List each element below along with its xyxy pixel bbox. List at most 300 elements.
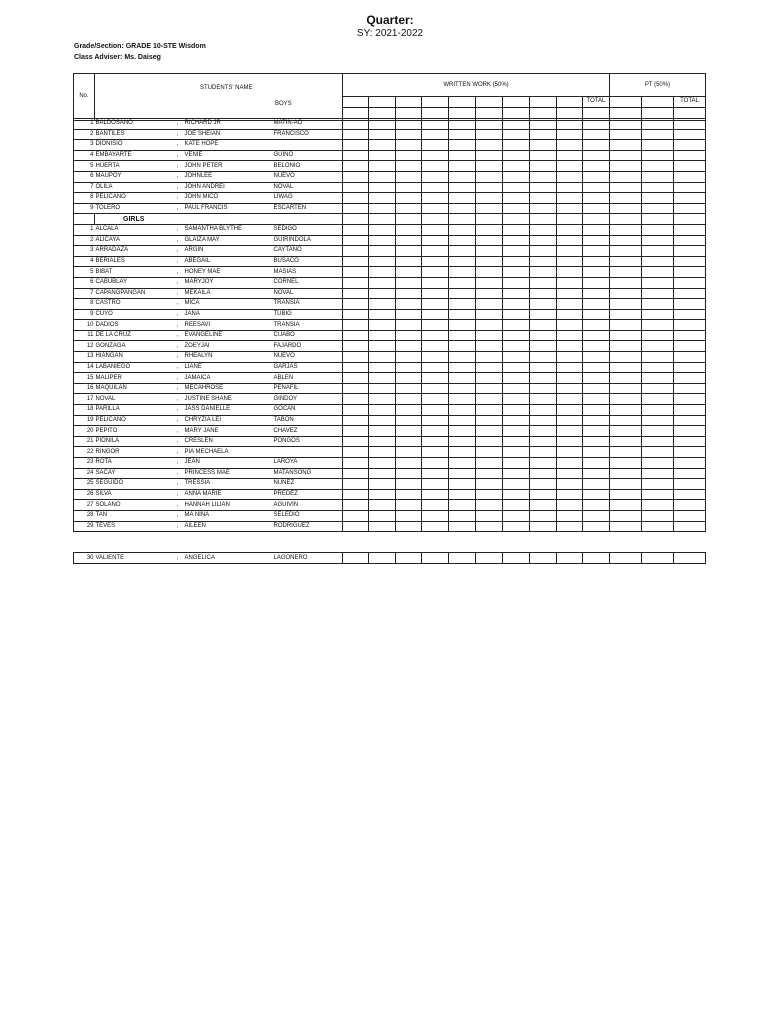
score-cell[interactable] (449, 171, 476, 182)
score-cell[interactable] (610, 436, 642, 447)
score-cell[interactable] (396, 362, 422, 373)
score-cell[interactable] (369, 182, 396, 193)
score-cell[interactable] (422, 267, 449, 278)
score-cell[interactable] (557, 246, 583, 257)
score-cell[interactable] (674, 458, 706, 469)
score-cell[interactable] (369, 553, 396, 564)
score-cell[interactable] (476, 383, 503, 394)
score-cell[interactable] (476, 267, 503, 278)
score-cell[interactable] (422, 288, 449, 299)
score-cell[interactable] (396, 246, 422, 257)
score-cell[interactable] (343, 309, 369, 320)
score-cell[interactable] (583, 161, 610, 172)
score-cell[interactable] (449, 193, 476, 204)
score-cell[interactable] (396, 436, 422, 447)
score-cell[interactable] (422, 405, 449, 416)
score-cell[interactable] (449, 553, 476, 564)
score-cell[interactable] (449, 436, 476, 447)
score-cell[interactable] (476, 309, 503, 320)
score-cell[interactable] (642, 320, 674, 331)
score-cell[interactable] (557, 426, 583, 437)
score-cell[interactable] (503, 288, 530, 299)
score-cell[interactable] (396, 288, 422, 299)
score-cell[interactable] (369, 479, 396, 490)
score-cell[interactable] (530, 140, 557, 151)
score-cell[interactable] (530, 182, 557, 193)
score-cell[interactable] (396, 267, 422, 278)
score-cell[interactable] (674, 256, 706, 267)
score-cell[interactable] (530, 426, 557, 437)
score-cell[interactable] (674, 521, 706, 532)
score-cell[interactable] (610, 405, 642, 416)
score-cell[interactable] (674, 436, 706, 447)
score-cell[interactable] (343, 267, 369, 278)
score-cell[interactable] (674, 415, 706, 426)
score-cell[interactable] (369, 436, 396, 447)
score-cell[interactable] (530, 458, 557, 469)
score-cell[interactable] (583, 182, 610, 193)
score-cell[interactable] (449, 341, 476, 352)
score-cell[interactable] (557, 383, 583, 394)
score-cell[interactable] (610, 352, 642, 363)
score-cell[interactable] (530, 352, 557, 363)
score-cell[interactable] (422, 277, 449, 288)
score-cell[interactable] (642, 341, 674, 352)
score-cell[interactable] (674, 468, 706, 479)
score-cell[interactable] (449, 129, 476, 140)
score-cell[interactable] (396, 479, 422, 490)
score-cell[interactable] (449, 405, 476, 416)
score-cell[interactable] (396, 150, 422, 161)
score-cell[interactable] (583, 140, 610, 151)
score-cell[interactable] (343, 479, 369, 490)
score-cell[interactable] (422, 224, 449, 235)
score-cell[interactable] (396, 447, 422, 458)
score-cell[interactable] (503, 309, 530, 320)
score-cell[interactable] (674, 405, 706, 416)
score-cell[interactable] (369, 129, 396, 140)
score-cell[interactable] (343, 436, 369, 447)
score-cell[interactable] (503, 510, 530, 521)
score-cell[interactable] (369, 150, 396, 161)
score-cell[interactable] (449, 299, 476, 310)
score-cell[interactable] (396, 140, 422, 151)
score-cell[interactable] (476, 553, 503, 564)
score-cell[interactable] (642, 458, 674, 469)
score-cell[interactable] (422, 373, 449, 384)
score-cell[interactable] (610, 182, 642, 193)
score-cell[interactable] (503, 235, 530, 246)
score-cell[interactable] (642, 224, 674, 235)
score-cell[interactable] (449, 119, 476, 130)
score-cell[interactable] (674, 171, 706, 182)
score-cell[interactable] (369, 489, 396, 500)
score-cell[interactable] (449, 468, 476, 479)
score-cell[interactable] (396, 352, 422, 363)
score-cell[interactable] (449, 500, 476, 511)
score-cell[interactable] (530, 129, 557, 140)
score-cell[interactable] (422, 383, 449, 394)
score-cell[interactable] (369, 458, 396, 469)
score-cell[interactable] (476, 479, 503, 490)
score-cell[interactable] (674, 426, 706, 437)
score-cell[interactable] (583, 288, 610, 299)
score-cell[interactable] (503, 129, 530, 140)
score-cell[interactable] (557, 352, 583, 363)
score-cell[interactable] (476, 352, 503, 363)
score-cell[interactable] (610, 447, 642, 458)
score-cell[interactable] (369, 309, 396, 320)
score-cell[interactable] (557, 161, 583, 172)
score-cell[interactable] (422, 394, 449, 405)
score-cell[interactable] (642, 129, 674, 140)
score-cell[interactable] (369, 235, 396, 246)
score-cell[interactable] (642, 362, 674, 373)
score-cell[interactable] (343, 203, 369, 214)
score-cell[interactable] (642, 277, 674, 288)
score-cell[interactable] (343, 224, 369, 235)
score-cell[interactable] (422, 500, 449, 511)
score-cell[interactable] (674, 510, 706, 521)
score-cell[interactable] (530, 203, 557, 214)
score-cell[interactable] (422, 489, 449, 500)
score-cell[interactable] (610, 500, 642, 511)
score-cell[interactable] (343, 256, 369, 267)
score-cell[interactable] (557, 203, 583, 214)
score-cell[interactable] (530, 405, 557, 416)
score-cell[interactable] (610, 246, 642, 257)
score-cell[interactable] (503, 330, 530, 341)
score-cell[interactable] (449, 256, 476, 267)
score-cell[interactable] (422, 415, 449, 426)
score-cell[interactable] (674, 235, 706, 246)
score-cell[interactable] (674, 288, 706, 299)
score-cell[interactable] (503, 447, 530, 458)
score-cell[interactable] (674, 193, 706, 204)
score-cell[interactable] (343, 193, 369, 204)
score-cell[interactable] (557, 224, 583, 235)
score-cell[interactable] (343, 150, 369, 161)
score-cell[interactable] (422, 161, 449, 172)
score-cell[interactable] (583, 553, 610, 564)
score-cell[interactable] (369, 341, 396, 352)
score-cell[interactable] (503, 119, 530, 130)
score-cell[interactable] (583, 479, 610, 490)
score-cell[interactable] (674, 161, 706, 172)
score-cell[interactable] (396, 426, 422, 437)
score-cell[interactable] (610, 479, 642, 490)
score-cell[interactable] (642, 267, 674, 278)
score-cell[interactable] (343, 553, 369, 564)
score-cell[interactable] (476, 510, 503, 521)
score-cell[interactable] (530, 383, 557, 394)
score-cell[interactable] (610, 203, 642, 214)
score-cell[interactable] (610, 119, 642, 130)
score-cell[interactable] (449, 330, 476, 341)
score-cell[interactable] (476, 235, 503, 246)
score-cell[interactable] (369, 510, 396, 521)
score-cell[interactable] (557, 521, 583, 532)
score-cell[interactable] (369, 383, 396, 394)
score-cell[interactable] (476, 299, 503, 310)
score-cell[interactable] (642, 521, 674, 532)
score-cell[interactable] (396, 256, 422, 267)
score-cell[interactable] (610, 553, 642, 564)
score-cell[interactable] (449, 479, 476, 490)
score-cell[interactable] (642, 405, 674, 416)
score-cell[interactable] (476, 458, 503, 469)
score-cell[interactable] (557, 277, 583, 288)
score-cell[interactable] (642, 182, 674, 193)
score-cell[interactable] (396, 500, 422, 511)
score-cell[interactable] (503, 224, 530, 235)
score-cell[interactable] (583, 426, 610, 437)
score-cell[interactable] (476, 394, 503, 405)
score-cell[interactable] (530, 193, 557, 204)
score-cell[interactable] (369, 140, 396, 151)
score-cell[interactable] (530, 521, 557, 532)
score-cell[interactable] (422, 447, 449, 458)
score-cell[interactable] (422, 246, 449, 257)
score-cell[interactable] (530, 394, 557, 405)
score-cell[interactable] (396, 299, 422, 310)
score-cell[interactable] (422, 203, 449, 214)
score-cell[interactable] (476, 224, 503, 235)
score-cell[interactable] (449, 267, 476, 278)
score-cell[interactable] (583, 267, 610, 278)
score-cell[interactable] (557, 436, 583, 447)
score-cell[interactable] (583, 246, 610, 257)
score-cell[interactable] (449, 383, 476, 394)
score-cell[interactable] (530, 171, 557, 182)
score-cell[interactable] (396, 394, 422, 405)
score-cell[interactable] (422, 193, 449, 204)
score-cell[interactable] (583, 383, 610, 394)
score-cell[interactable] (422, 341, 449, 352)
score-cell[interactable] (674, 500, 706, 511)
score-cell[interactable] (503, 436, 530, 447)
score-cell[interactable] (642, 256, 674, 267)
score-cell[interactable] (369, 373, 396, 384)
score-cell[interactable] (530, 510, 557, 521)
score-cell[interactable] (369, 288, 396, 299)
score-cell[interactable] (422, 256, 449, 267)
score-cell[interactable] (557, 447, 583, 458)
score-cell[interactable] (557, 553, 583, 564)
score-cell[interactable] (610, 341, 642, 352)
score-cell[interactable] (674, 479, 706, 490)
score-cell[interactable] (343, 458, 369, 469)
score-cell[interactable] (503, 182, 530, 193)
score-cell[interactable] (610, 256, 642, 267)
score-cell[interactable] (422, 171, 449, 182)
score-cell[interactable] (476, 330, 503, 341)
score-cell[interactable] (557, 140, 583, 151)
score-cell[interactable] (642, 203, 674, 214)
score-cell[interactable] (503, 521, 530, 532)
score-cell[interactable] (476, 277, 503, 288)
score-cell[interactable] (583, 193, 610, 204)
score-cell[interactable] (396, 489, 422, 500)
score-cell[interactable] (674, 394, 706, 405)
score-cell[interactable] (557, 171, 583, 182)
score-cell[interactable] (610, 521, 642, 532)
score-cell[interactable] (583, 150, 610, 161)
score-cell[interactable] (557, 150, 583, 161)
score-cell[interactable] (610, 288, 642, 299)
score-cell[interactable] (396, 468, 422, 479)
score-cell[interactable] (557, 458, 583, 469)
score-cell[interactable] (343, 447, 369, 458)
score-cell[interactable] (369, 405, 396, 416)
score-cell[interactable] (503, 341, 530, 352)
score-cell[interactable] (583, 256, 610, 267)
score-cell[interactable] (674, 224, 706, 235)
score-cell[interactable] (530, 479, 557, 490)
score-cell[interactable] (476, 500, 503, 511)
score-cell[interactable] (530, 224, 557, 235)
score-cell[interactable] (503, 405, 530, 416)
score-cell[interactable] (476, 119, 503, 130)
score-cell[interactable] (449, 510, 476, 521)
score-cell[interactable] (343, 320, 369, 331)
score-cell[interactable] (530, 330, 557, 341)
score-cell[interactable] (557, 405, 583, 416)
score-cell[interactable] (583, 309, 610, 320)
score-cell[interactable] (449, 161, 476, 172)
score-cell[interactable] (610, 129, 642, 140)
score-cell[interactable] (642, 373, 674, 384)
score-cell[interactable] (449, 140, 476, 151)
score-cell[interactable] (396, 161, 422, 172)
score-cell[interactable] (343, 521, 369, 532)
score-cell[interactable] (503, 267, 530, 278)
score-cell[interactable] (610, 309, 642, 320)
score-cell[interactable] (642, 235, 674, 246)
score-cell[interactable] (422, 362, 449, 373)
score-cell[interactable] (422, 129, 449, 140)
score-cell[interactable] (422, 521, 449, 532)
score-cell[interactable] (422, 553, 449, 564)
score-cell[interactable] (343, 119, 369, 130)
score-cell[interactable] (369, 246, 396, 257)
score-cell[interactable] (503, 150, 530, 161)
score-cell[interactable] (530, 150, 557, 161)
score-cell[interactable] (369, 521, 396, 532)
score-cell[interactable] (610, 489, 642, 500)
score-cell[interactable] (369, 426, 396, 437)
score-cell[interactable] (583, 171, 610, 182)
score-cell[interactable] (422, 479, 449, 490)
score-cell[interactable] (343, 383, 369, 394)
score-cell[interactable] (396, 235, 422, 246)
score-cell[interactable] (557, 119, 583, 130)
score-cell[interactable] (530, 341, 557, 352)
score-cell[interactable] (530, 119, 557, 130)
score-cell[interactable] (530, 373, 557, 384)
score-cell[interactable] (476, 320, 503, 331)
score-cell[interactable] (396, 277, 422, 288)
score-cell[interactable] (476, 288, 503, 299)
score-cell[interactable] (369, 352, 396, 363)
score-cell[interactable] (422, 150, 449, 161)
score-cell[interactable] (396, 330, 422, 341)
score-cell[interactable] (369, 394, 396, 405)
score-cell[interactable] (674, 150, 706, 161)
score-cell[interactable] (503, 246, 530, 257)
score-cell[interactable] (369, 277, 396, 288)
score-cell[interactable] (674, 309, 706, 320)
score-cell[interactable] (610, 224, 642, 235)
score-cell[interactable] (642, 468, 674, 479)
score-cell[interactable] (396, 320, 422, 331)
score-cell[interactable] (557, 362, 583, 373)
score-cell[interactable] (674, 119, 706, 130)
score-cell[interactable] (642, 489, 674, 500)
score-cell[interactable] (476, 140, 503, 151)
score-cell[interactable] (583, 458, 610, 469)
score-cell[interactable] (583, 362, 610, 373)
score-cell[interactable] (583, 521, 610, 532)
score-cell[interactable] (610, 415, 642, 426)
score-cell[interactable] (476, 521, 503, 532)
score-cell[interactable] (610, 394, 642, 405)
score-cell[interactable] (449, 415, 476, 426)
score-cell[interactable] (396, 182, 422, 193)
score-cell[interactable] (583, 447, 610, 458)
score-cell[interactable] (343, 277, 369, 288)
score-cell[interactable] (610, 140, 642, 151)
score-cell[interactable] (642, 288, 674, 299)
score-cell[interactable] (583, 415, 610, 426)
score-cell[interactable] (422, 320, 449, 331)
score-cell[interactable] (422, 458, 449, 469)
score-cell[interactable] (503, 383, 530, 394)
score-cell[interactable] (476, 489, 503, 500)
score-cell[interactable] (343, 246, 369, 257)
score-cell[interactable] (396, 383, 422, 394)
score-cell[interactable] (476, 150, 503, 161)
score-cell[interactable] (642, 171, 674, 182)
score-cell[interactable] (396, 193, 422, 204)
score-cell[interactable] (422, 299, 449, 310)
score-cell[interactable] (583, 119, 610, 130)
score-cell[interactable] (503, 426, 530, 437)
score-cell[interactable] (557, 489, 583, 500)
score-cell[interactable] (369, 415, 396, 426)
score-cell[interactable] (642, 383, 674, 394)
score-cell[interactable] (674, 140, 706, 151)
score-cell[interactable] (343, 235, 369, 246)
score-cell[interactable] (369, 299, 396, 310)
score-cell[interactable] (449, 394, 476, 405)
score-cell[interactable] (369, 224, 396, 235)
score-cell[interactable] (557, 468, 583, 479)
score-cell[interactable] (449, 362, 476, 373)
score-cell[interactable] (476, 447, 503, 458)
score-cell[interactable] (396, 510, 422, 521)
score-cell[interactable] (530, 246, 557, 257)
score-cell[interactable] (503, 500, 530, 511)
score-cell[interactable] (557, 330, 583, 341)
score-cell[interactable] (449, 246, 476, 257)
score-cell[interactable] (610, 383, 642, 394)
score-cell[interactable] (583, 341, 610, 352)
score-cell[interactable] (396, 553, 422, 564)
score-cell[interactable] (476, 246, 503, 257)
score-cell[interactable] (503, 373, 530, 384)
score-cell[interactable] (476, 193, 503, 204)
